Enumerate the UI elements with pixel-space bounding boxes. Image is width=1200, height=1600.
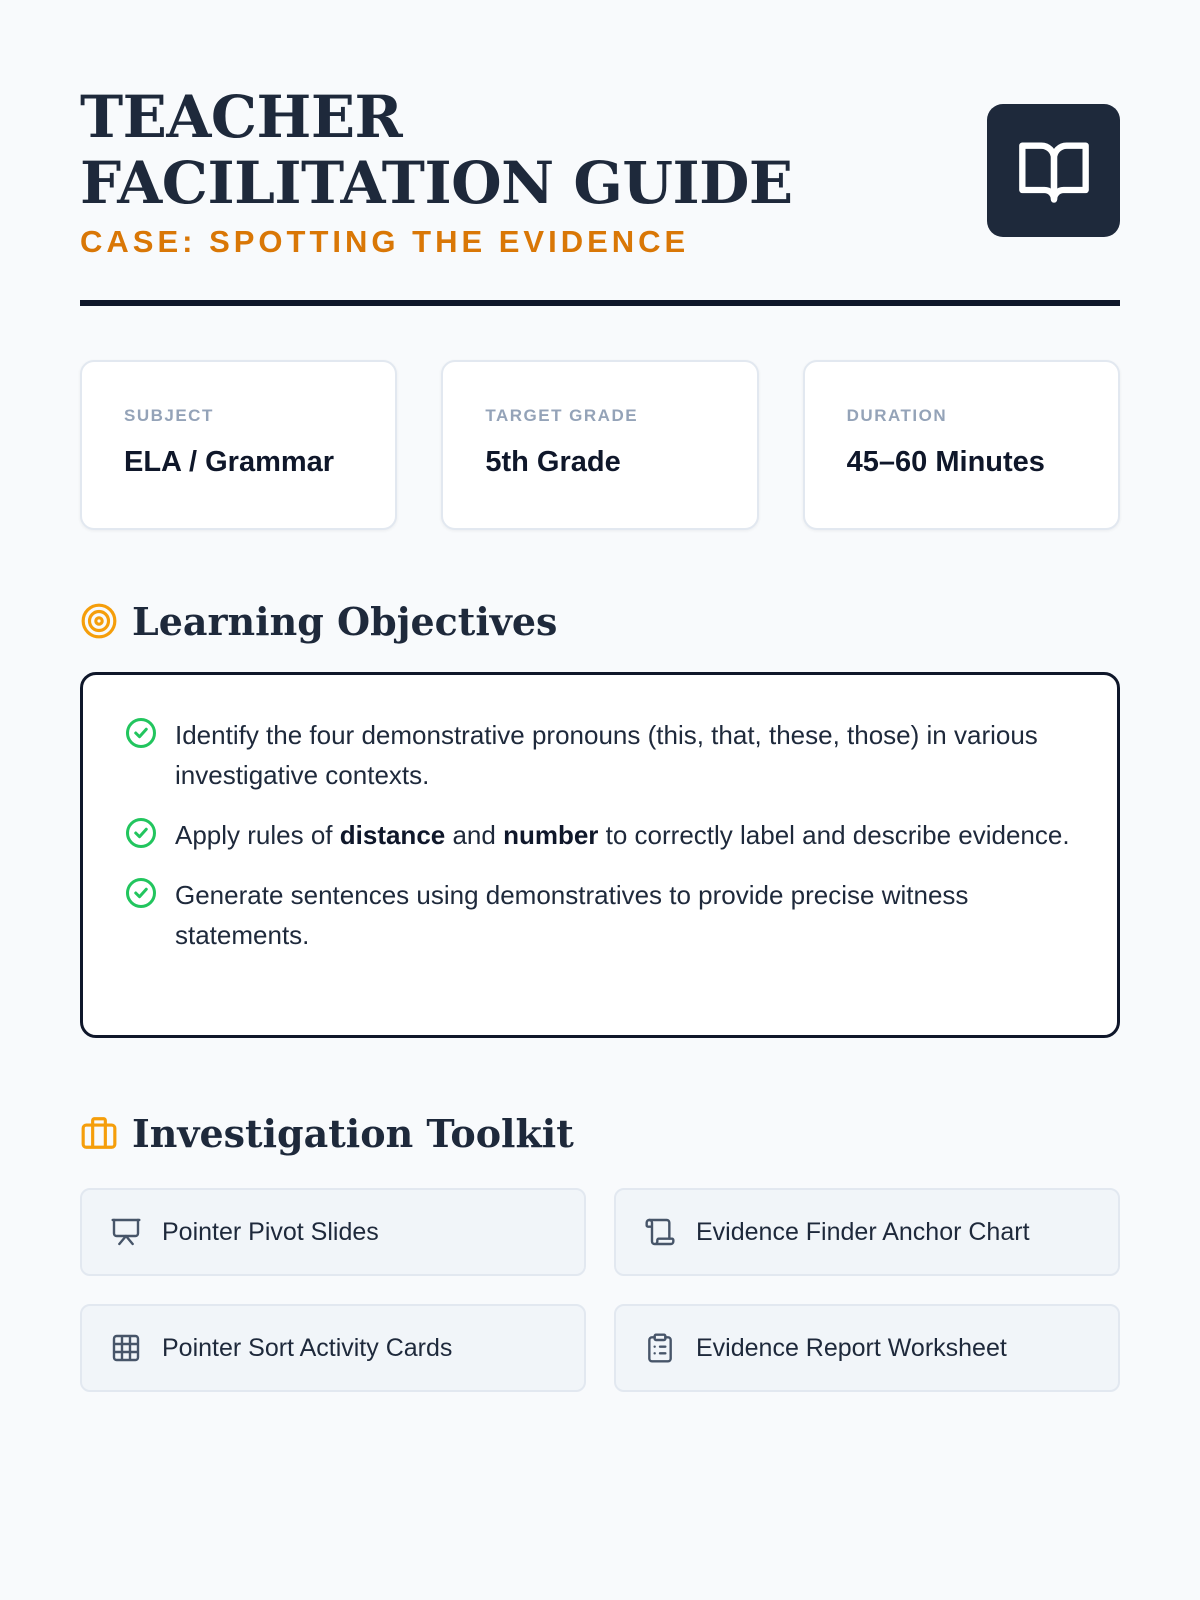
objectives-heading — [80, 596, 1120, 646]
logo — [987, 104, 1120, 237]
toolkit-item-label: Pointer Pivot Slides — [162, 1217, 379, 1246]
toolkit-item-slides[interactable] — [80, 1188, 586, 1276]
toolkit-grid — [80, 1188, 1120, 1392]
info-card-value: 45–60 Minutes — [846, 446, 1045, 478]
section-title: Learning Objectives — [132, 598, 558, 644]
header — [80, 84, 1120, 304]
toolkit-item-label: Evidence Report Worksheet — [696, 1333, 1007, 1362]
objective-text: Identify the four demonstrative pronouns (this, that, these, those) in various investigative contexts. — [175, 720, 1038, 790]
objectives-box — [80, 672, 1120, 1038]
objective-text: Apply rules of distance and number to correctly label and describe evidence. — [175, 820, 1070, 850]
scroll-icon — [642, 1214, 678, 1250]
info-card-label: SUBJECT — [124, 406, 214, 425]
check-circle-icon — [123, 815, 159, 851]
toolkit-item-anchor-chart[interactable] — [614, 1188, 1120, 1276]
check-circle-icon — [123, 715, 159, 751]
open-book-icon — [1016, 133, 1092, 209]
toolkit-item-activity-cards[interactable] — [80, 1304, 586, 1392]
clipboard-icon — [642, 1330, 678, 1366]
info-card-label: TARGET GRADE — [485, 406, 639, 425]
briefcase-icon — [80, 1114, 118, 1152]
info-card-duration — [803, 360, 1120, 530]
info-card-value: 5th Grade — [485, 446, 621, 478]
page-subtitle: CASE: SPOTTING THE EVIDENCE — [80, 224, 690, 259]
objective-item — [123, 715, 1077, 795]
presentation-icon — [108, 1214, 144, 1250]
header-divider — [80, 300, 1120, 306]
info-card-subject — [80, 360, 397, 530]
objective-text: Generate sentences using demonstratives to provide precise witness statements. — [175, 880, 969, 950]
info-card-grade — [441, 360, 758, 530]
section-title: Investigation Toolkit — [132, 1110, 574, 1156]
page-title: TEACHER FACILITATION GUIDE — [80, 83, 793, 217]
toolkit-item-label: Evidence Finder Anchor Chart — [696, 1217, 1030, 1246]
toolkit-heading — [80, 1108, 1120, 1158]
objective-item — [123, 815, 1077, 855]
target-icon — [80, 602, 118, 640]
info-card-label: DURATION — [846, 406, 948, 425]
toolkit-item-worksheet[interactable] — [614, 1304, 1120, 1392]
info-cards — [80, 360, 1120, 530]
info-card-value: ELA / Grammar — [124, 446, 335, 478]
objective-item — [123, 875, 1077, 955]
check-circle-icon — [123, 875, 159, 911]
facilitation-guide — [80, 84, 1120, 1392]
toolkit-item-label: Pointer Sort Activity Cards — [162, 1333, 453, 1362]
grid-icon — [108, 1330, 144, 1366]
